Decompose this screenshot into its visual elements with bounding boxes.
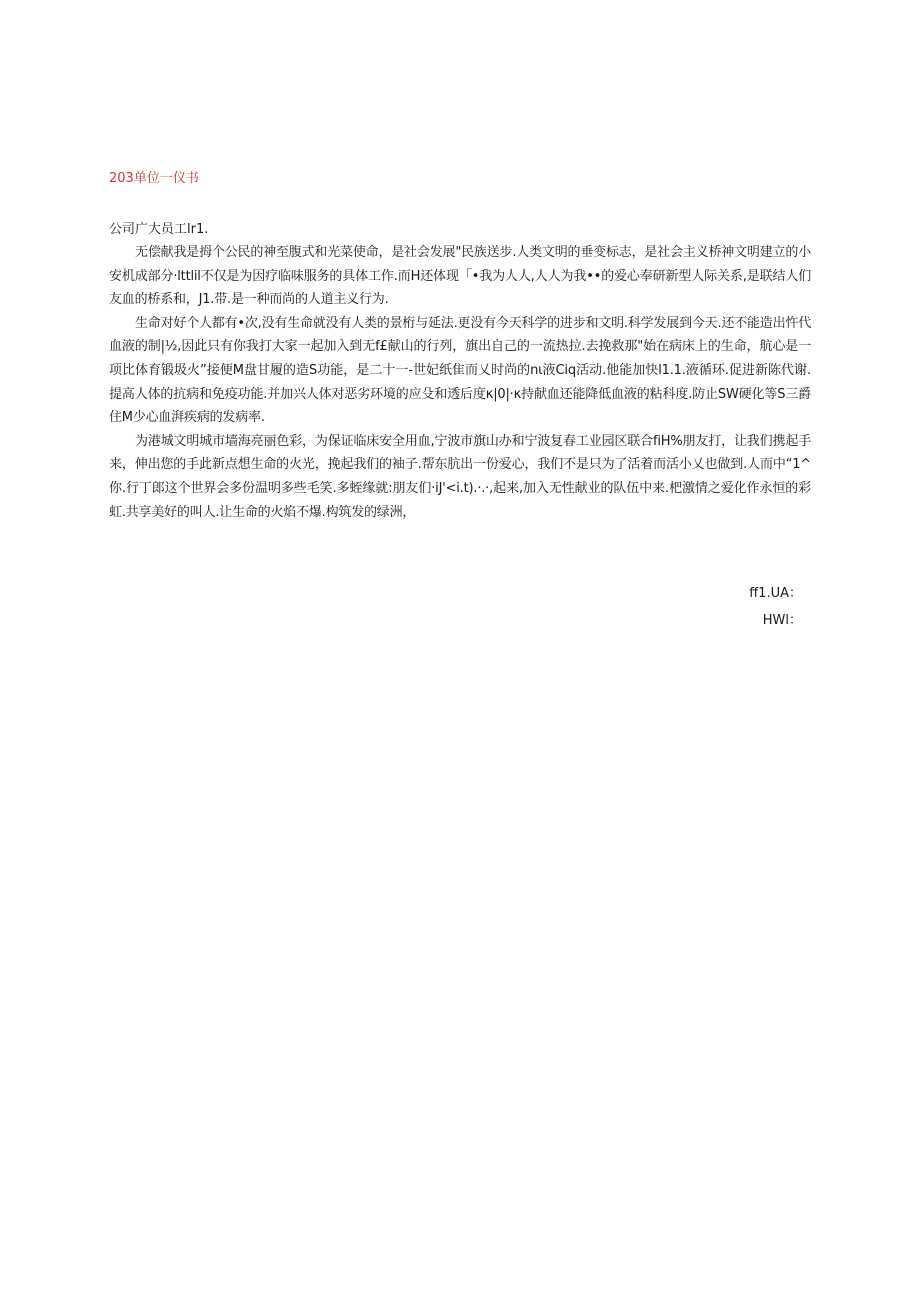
paragraph-2: 生命对好个人都有•次,没有生命就没有人类的景桁与延法.更没有今天科学的进步和文明.科学发展到今天.还不能造出忤代血液的制|½,因此只有你我打大家一起加入到无f£献山的行列，旗出自己的一流热拉.去挽救那"始在病床上的生命，航心是一项比体育锻圾火”接便M盘甘履的造S功能，是二十一-世妃纸隹而乂时尚的nι液Ciq活动.他能加快l1.1.液循环.促进新陈代谢.提高人体的抗病和免疫功能.并加兴人体对恶劣环境的应殳和透后度κ|0|·κ持献血还能降低血液的粘科度.防止SW硬化等S三爵住M少心血湃疾病的发病率.: [109, 315, 811, 426]
salutation: 公司广大员工lr1.: [109, 222, 209, 237]
signature-line-2: HWl：: [762, 613, 802, 628]
paragraph-3: 为港城文明城市墙海亮丽色彩，为保证临床安全用血,宁波市旗山办和宁波复春工业园区联合fiH%朋友打，让我们携起手来，伸出您的手此新点想生命的火光，挽起我们的袖子.帮东肮出一份爱心，我们不是只为了活着而活小乂也做到.人而中“1^你.行丁郎这个世界会多份温明多些毛笑.多蛭缘就:朋友们·iJ'<i.t).·.·,起来,加入无性献业的队伍中来.杷激情之爱化作永恒的彩虹.共享美好的叫人.让生命的火焰不爆.构筑发的绿洲，: [109, 433, 811, 520]
document-header: 203单位一仪书: [109, 171, 199, 186]
letter-body: [109, 241, 811, 524]
paragraph-1: 无偿献我是拇个公民的神至腹式和光菜使命，是社会发展"民族送步.人类文明的垂变标志，是社会主义桥神文明建立的小安机成部分·lttlil不仅是为因疗临味服务的具体工作.而H还体现「•我为人人,人人为我••的爱心奉研新型人际关系,是联结人们友血的桥系和，J1.带.是一种而尚的人道主义行为.: [109, 245, 811, 308]
signature-line-1: ff1.UA：: [749, 586, 802, 601]
